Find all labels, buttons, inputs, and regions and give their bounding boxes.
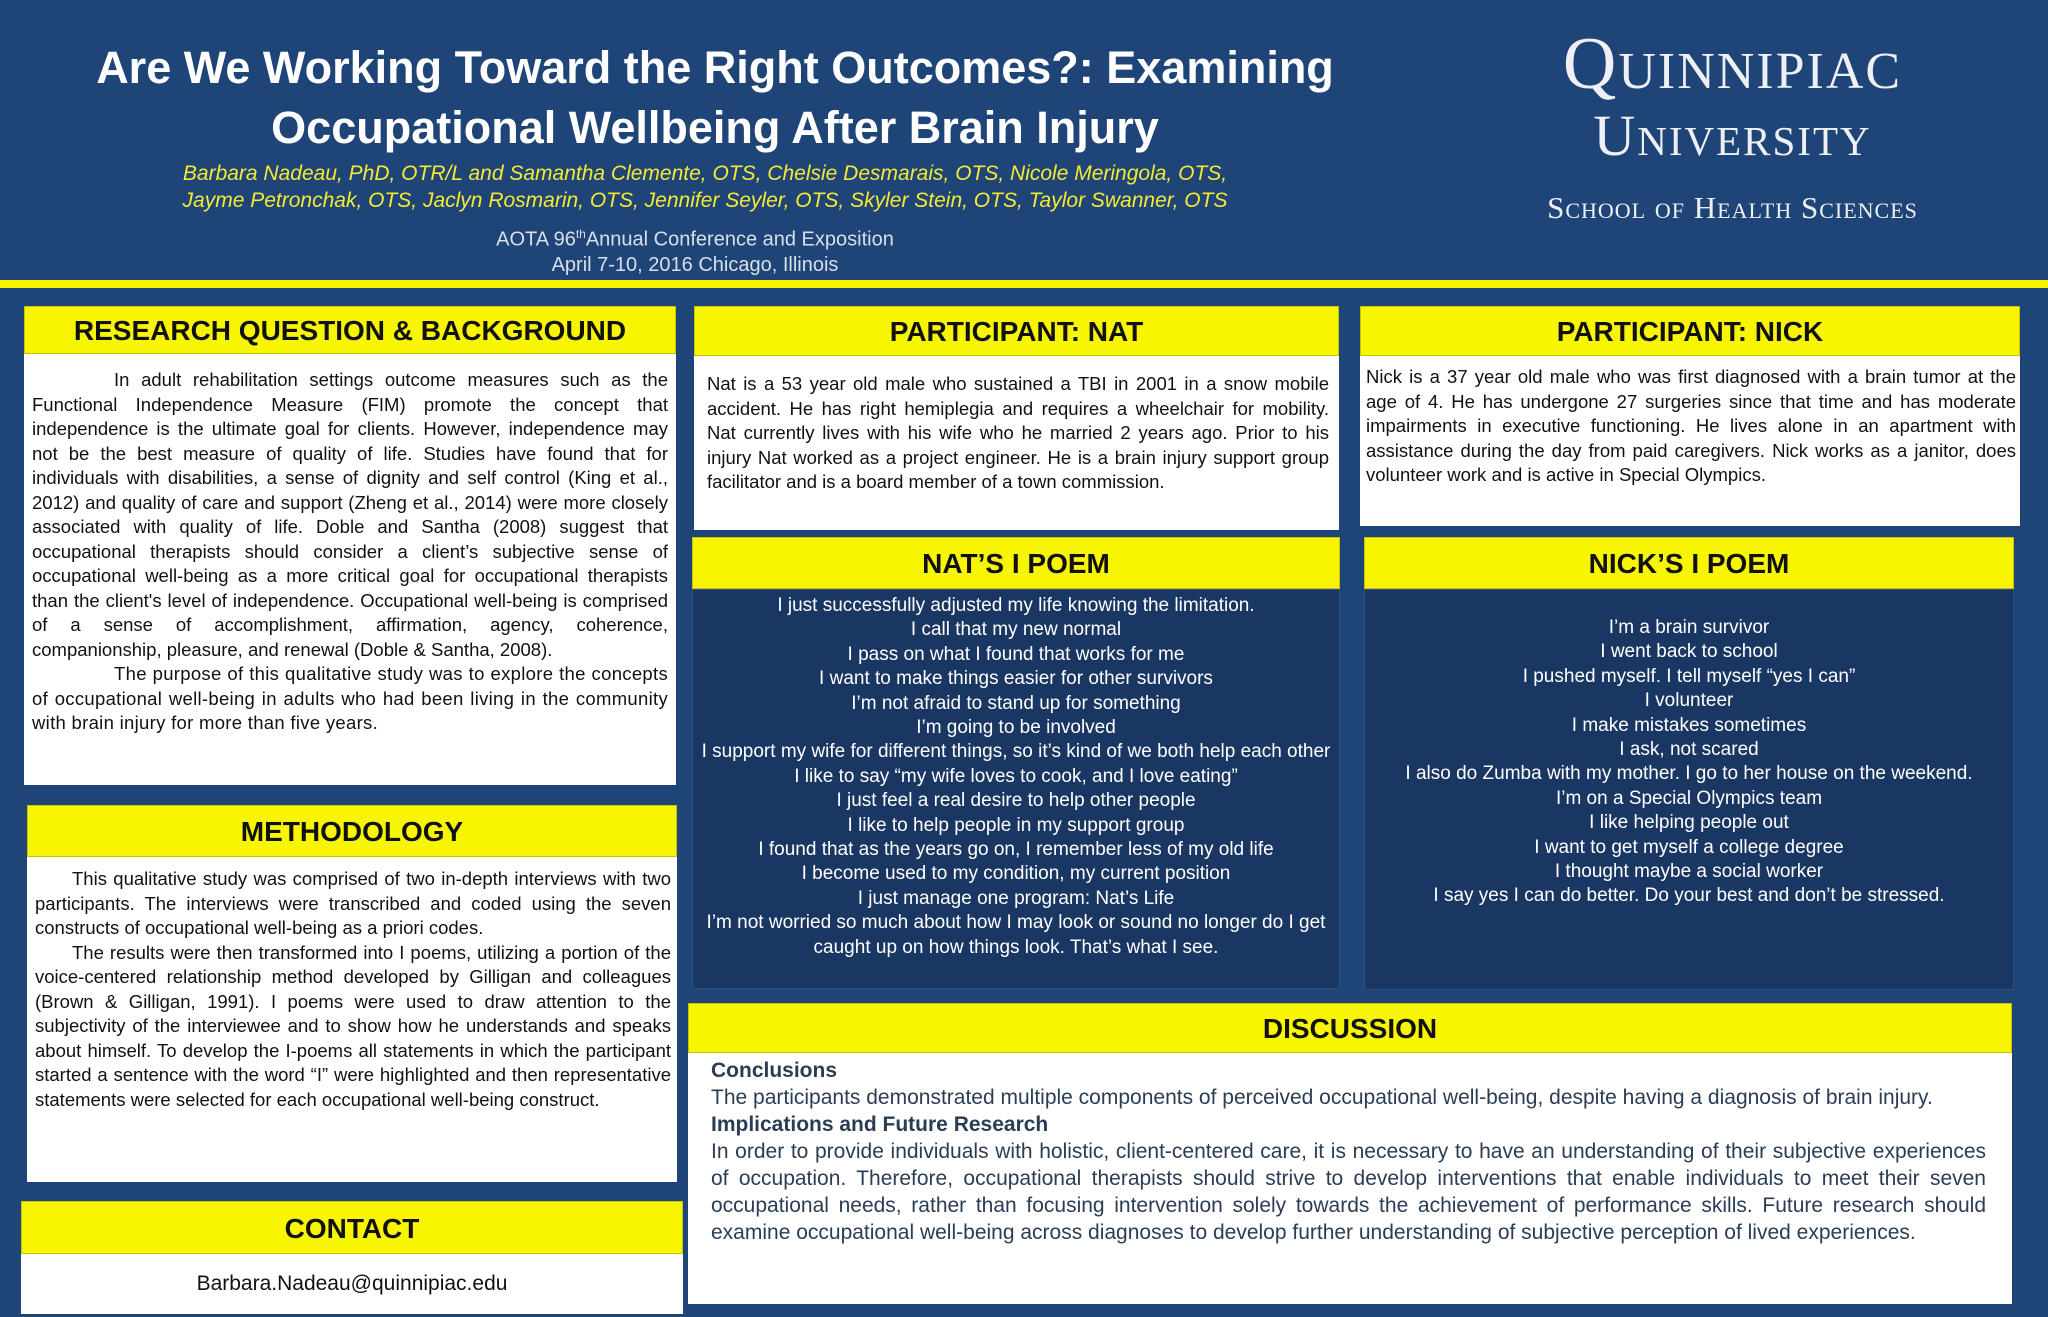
contact-body — [21, 1254, 683, 1314]
nat-poem-line: I pass on what I found that works for me — [847, 643, 1185, 665]
conference-name: AOTA 96thAnnual Conference and Exposition — [496, 227, 894, 251]
nat-poem-line: I found that as the years go on, I remember less of my old life — [758, 839, 1274, 861]
discussion-body — [688, 1053, 2012, 1304]
nat-poem-line: I’m not afraid to stand up for something — [851, 692, 1181, 714]
logo-line-3: School of Health Sciences — [1547, 190, 1918, 225]
nick-poem-section — [1364, 537, 2014, 990]
participant-nat-heading: PARTICIPANT: NAT — [694, 306, 1339, 356]
implications-heading: Implications and Future Research — [711, 1113, 1049, 1136]
nick-poem-line: I make mistakes sometimes — [1571, 714, 1807, 736]
participant-nick-heading: PARTICIPANT: NICK — [1360, 306, 2020, 356]
research-section — [24, 306, 676, 785]
discussion-heading: DISCUSSION — [688, 1003, 2012, 1053]
nat-poem-line: I call that my new normal — [910, 619, 1122, 641]
nick-poem-line: I like helping people out — [1589, 812, 1789, 834]
methodology-section — [27, 805, 677, 1182]
nat-poem-section — [692, 537, 1340, 989]
nick-poem-line: I volunteer — [1644, 690, 1734, 712]
conference-info — [400, 222, 990, 278]
participant-nat-body — [694, 356, 1339, 530]
author-line-1: Barbara Nadeau, PhD, OTR/L and Samantha Clemente, OTS, Chelsie Desmarais, OTS, Nicole Meringola, OTS, — [182, 162, 1228, 185]
nick-poem-line: I ask, not scared — [1619, 739, 1759, 761]
participant-nick-text: Nick is a 37 year old male who was first diagnosed with a brain tumor at the age of 4. He has undergone 27 surgeries since that time and has moderate impairments in executive functioning. He lives alone in an apartment with assistance during the day from paid caregivers. Nick works as a janitor, does volunteer work and is active in Special Olympics. — [1366, 366, 2016, 485]
methodology-paragraph-2: The results were then transformed into I poems, utilizing a portion of the voice-centered relationship method developed by Gilligan and colleagues (Brown & Gilligan, 1991). I poems were used to draw attention to the subjectivity of the interviewee and to show how he understands and speaks about himself. To develop the I-poems all statements in which the participant started a sentence with the word “I” were highlighted and then representative statements were selected for each occupational well-being construct. — [35, 941, 671, 1110]
nat-poem-line: I like to say “my wife loves to cook, and I love eating” — [794, 765, 1238, 787]
participant-nat-section — [694, 306, 1339, 530]
nat-poem-line: I support my wife for different things, so it’s kind of we both help each other — [701, 741, 1331, 763]
poster-header — [0, 0, 2048, 280]
nat-poem-line: I just feel a real desire to help other people — [836, 790, 1196, 812]
poster-title: Are We Working Toward the Right Outcomes?: Examining Occupational Wellbeing After Brain Injury — [96, 42, 1334, 153]
implications-text: In order to provide individuals with holistic, client-centered care, it is necessary to have an understanding of their subjective experiences of occupation. Therefore, occupational therapists should strive to develop interventions that enable individuals to meet their seven occupational needs, rather than focusing intervention solely towards the achievement of performance skills. Future research should examine occupational well-being across diagnoses to develop further understanding of subjective perception of lived experiences. — [711, 1140, 1986, 1244]
research-paragraph-2: The purpose of this qualitative study was to explore the concepts of occupational well-being in adults who had been living in the community with brain injury for more than five years. — [32, 663, 668, 733]
nick-poem-line: I’m on a Special Olympics team — [1555, 787, 1823, 809]
research-body — [24, 354, 676, 785]
methodology-paragraph-1: This qualitative study was comprised of two in-depth interviews with two participants. The interviews were transcribed and coded using the seven constructs of occupational well-being as a priori codes. — [35, 868, 671, 938]
contact-email: Barbara.Nadeau@quinnipiac.edu — [196, 1272, 508, 1295]
methodology-heading: METHODOLOGY — [27, 805, 677, 857]
nick-poem-body — [1364, 589, 2014, 990]
nat-poem-line: I like to help people in my support group — [847, 814, 1185, 836]
nick-poem-line: I also do Zumba with my mother. I go to her house on the weekend. — [1405, 763, 1973, 785]
nick-poem-line: I’m a brain survivor — [1608, 617, 1770, 638]
nick-poem-line: I say yes I can do better. Do your best and don’t be stressed. — [1433, 885, 1945, 907]
conclusions-heading: Conclusions — [711, 1059, 838, 1082]
logo-line-1: Quinnipiac — [1562, 23, 1903, 105]
nat-poem-line: I’m not worried so much about how I may look or sound no longer do I get caught up on how things look. That’s what I see. — [706, 912, 1326, 958]
methodology-body — [27, 857, 677, 1182]
participant-nat-text: Nat is a 53 year old male who sustained a TBI in 2001 in a snow mobile accident. He has right hemiplegia and requires a wheelchair for mobility. Nat currently lives with his wife who he married 2 years ago. Prior to his injury Nat worked as a project engineer. He is a brain injury support group facilitator and is a board member of a town commission. — [707, 373, 1329, 492]
nat-poem-line: I want to make things easier for other survivors — [819, 668, 1213, 690]
nick-poem-heading: NICK’S I POEM — [1364, 537, 2014, 589]
nick-poem-line: I want to get myself a college degree — [1534, 836, 1844, 858]
contact-heading: CONTACT — [21, 1201, 683, 1254]
nat-poem-line: I just successfully adjusted my life knowing the limitation. — [777, 595, 1255, 616]
contact-section — [21, 1201, 683, 1314]
research-paragraph-1: In adult rehabilitation settings outcome measures such as the Functional Independence Measure (FIM) promote the concept that independence is the ultimate goal for clients. However, independence may not be the best measure of quality of life. Studies have found that for individuals with disabilities, a sense of dignity and self control (King et al., 2012) and quality of care and support (Zheng et al., 2014) were more closely associated with quality of life. Doble and Santha (2008) suggest that occupational therapists should consider a client’s subjective sense of occupational well-being as a more critical goal for occupational therapists than the client's level of independence. Occupational well-being is comprised of a sense of accomplishment, affirmation, agency, coherence, companionship, pleasure, and renewal (Doble & Santha, 2008). — [32, 369, 668, 660]
nat-poem-line: I just manage one program: Nat’s Life — [857, 887, 1175, 909]
author-line-2: Jayme Petronchak, OTS, Jaclyn Rosmarin, OTS, Jennifer Seyler, OTS, Skyler Stein, OTS, Taylor Swanner, OTS — [182, 189, 1228, 212]
nick-poem-line: I went back to school — [1600, 641, 1778, 663]
conference-dates: April 7-10, 2016 Chicago, Illinois — [551, 253, 839, 276]
conclusions-text: The participants demonstrated multiple components of perceived occupational well-being, despite having a diagnosis of brain injury. — [711, 1086, 1933, 1109]
university-logo — [1440, 22, 2025, 228]
participant-nick-section — [1360, 306, 2020, 526]
author-list — [60, 160, 1350, 214]
nat-poem-body — [692, 589, 1340, 989]
logo-line-2: University — [1593, 103, 1872, 168]
participant-nick-body — [1360, 356, 2020, 526]
nick-poem-line: I pushed myself. I tell myself “yes I can” — [1522, 665, 1856, 687]
header-divider — [0, 280, 2048, 288]
research-heading: RESEARCH QUESTION & BACKGROUND — [24, 306, 676, 354]
nick-poem-line: I thought maybe a social worker — [1554, 861, 1824, 883]
nat-poem-line: I become used to my condition, my current position — [801, 863, 1231, 885]
nat-poem-heading: NAT’S I POEM — [692, 537, 1340, 589]
nat-poem-line: I’m going to be involved — [916, 717, 1116, 739]
discussion-section — [688, 1003, 2012, 1304]
